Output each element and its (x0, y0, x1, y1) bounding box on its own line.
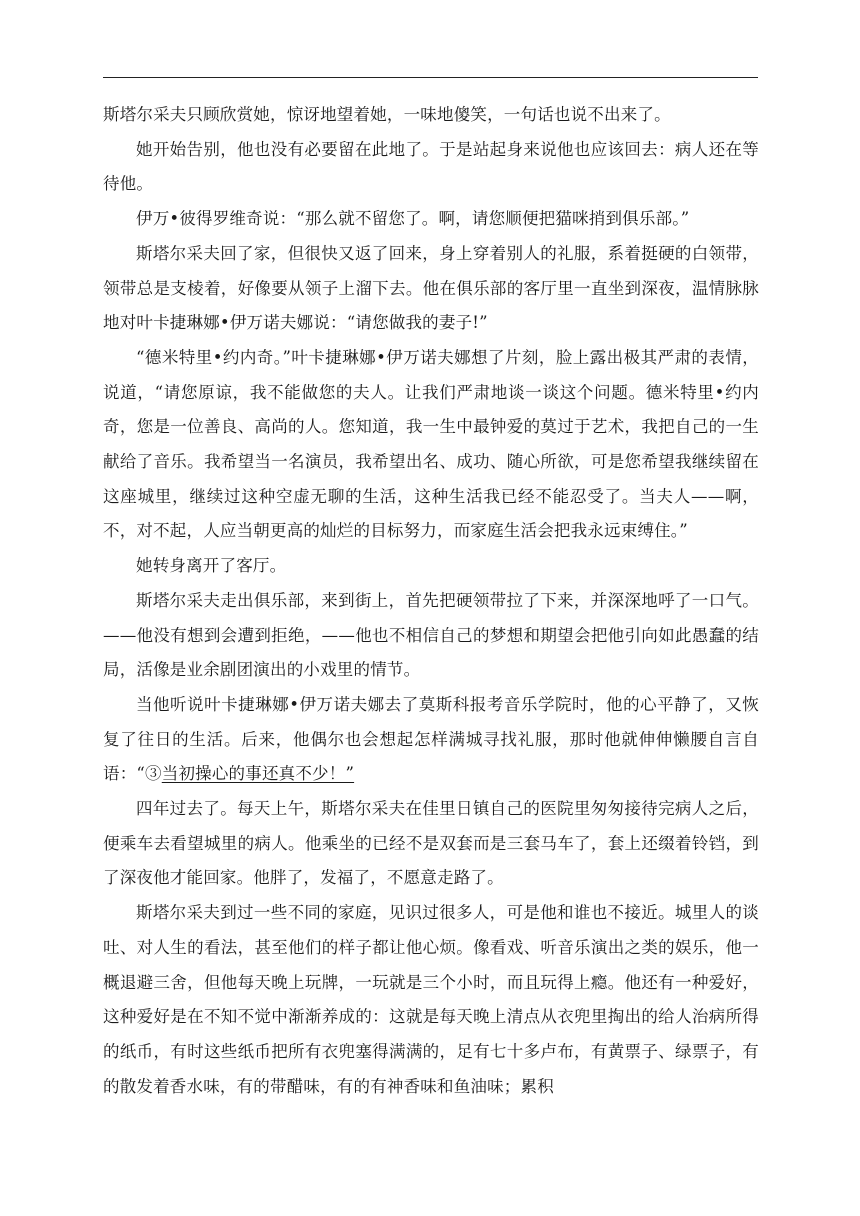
paragraph-7: 斯塔尔采夫走出俱乐部，来到街上，首先把硬领带拉了下来，并深深地呼了一口气。——他没有想到会遭到拒绝，——他也不相信自己的梦想和期望会把他引向如此愚蠢的结局，活像是业余剧团演出的小戏里的情节。 (103, 590, 759, 680)
body-text (103, 98, 759, 1104)
paragraph-5: “德米特里•约内奇。”叶卡捷琳娜•伊万诺夫娜想了片刻，脸上露出极其严肃的表情，说道，“请您原谅，我不能做您的夫人。让我们严肃地谈一谈这个问题。德米特里•约内奇，您是一位善良、高尚的人。您知道，我一生中最钟爱的莫过于艺术，我把自己的一生献给了音乐。我希望当一名演员，我希望出名、成功、随心所欲，可是您希望我继续留在这座城里，继续过这种空虚无聊的生活，这种生活我已经不能忍受了。当夫人——啊，不，对不起，人应当朝更高的灿烂的目标努力，而家庭生活会把我永远束缚住。” (103, 347, 759, 541)
header-rule (103, 77, 758, 78)
circled-marker: ③ (145, 764, 162, 784)
paragraph-1: 斯塔尔采夫只顾欣赏她，惊讶地望着她，一味地傻笑，一句话也说不出来了。 (103, 105, 671, 124)
paragraph-6: 她转身离开了客厅。 (136, 556, 287, 576)
paragraph-8 (103, 688, 759, 792)
paragraph-4: 斯塔尔采夫回了家，但很快又返了回来，身上穿着别人的礼服，系着挺硬的白领带，领带总是支棱着，好像要从领子上溜下去。他在俱乐部的客厅里一直坐到深夜，温情脉脉地对叶卡捷琳娜•伊万诺夫娜说：“请您做我的妻子!” (103, 243, 759, 333)
underlined-quote: 当初操心的事还真不少！” (161, 764, 355, 784)
paragraph-2: 她开始告别，他也没有必要留在此地了。于是站起身来说他也应该回去：病人还在等待他。 (103, 139, 759, 194)
paragraph-9: 四年过去了。每天上午，斯塔尔采夫在佳里日镇自己的医院里匆匆接待完病人之后，便乘车去看望城里的病人。他乘坐的已经不是双套而是三套马车了，套上还缀着铃铛，到了深夜他才能回家。他胖了，发福了，不愿意走路了。 (103, 799, 759, 888)
paragraph-8-text: 当他听说叶卡捷琳娜•伊万诺夫娜去了莫斯科报考音乐学院时，他的心平静了，又恢复了往日的生活。后来，他偶尔也会想起怎样满城寻找礼服，那时他就伸伸懒腰自言自语：“ (103, 694, 759, 784)
paragraph-3: 伊万•彼得罗维奇说：“那么就不留您了。啊，请您顺便把猫咪捎到俱乐部。” (136, 209, 690, 229)
paragraph-10: 斯塔尔采夫到过一些不同的家庭，见识过很多人，可是他和谁也不接近。城里人的谈吐、对人生的看法，甚至他们的样子都让他心烦。像看戏、听音乐演出之类的娱乐，他一概退避三舍，但他每天晚上玩牌，一玩就是三个小时，而且玩得上瘾。他还有一种爱好，这种爱好是在不知不觉中渐渐养成的：这就是每天晚上清点从衣兜里掏出的给人治病所得的纸币，有时这些纸币把所有衣兜塞得满满的，足有七十多卢布，有黄票子、绿票子，有的散发着香水味，有的带醋味，有的有神香味和鱼油味；累积 (103, 903, 759, 1096)
